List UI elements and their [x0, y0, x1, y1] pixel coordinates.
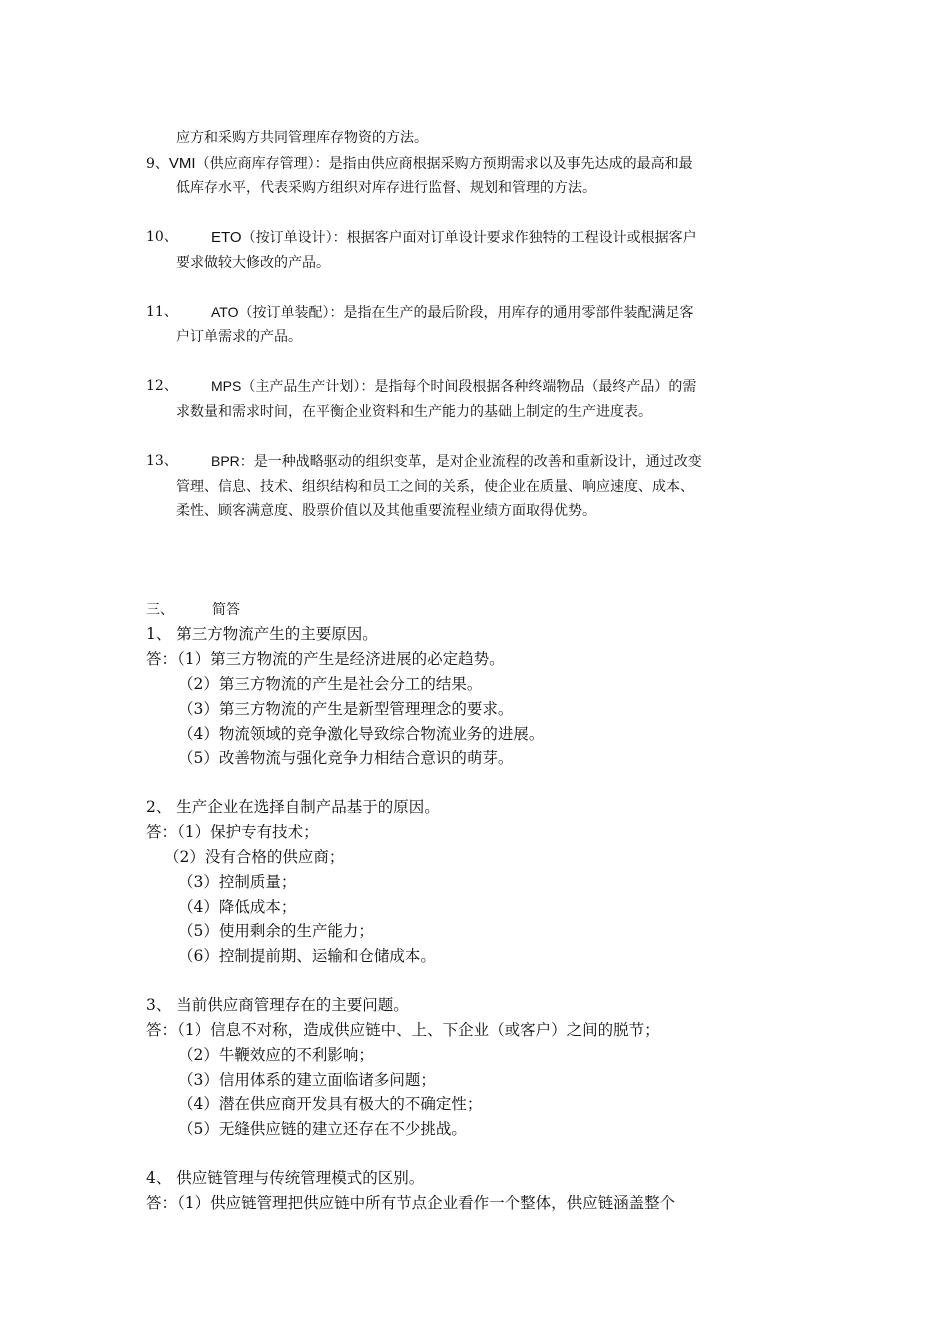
- question-2: 2、 生产企业在选择自制产品基于的原因。: [146, 798, 440, 816]
- term: VMI: [168, 155, 196, 172]
- section-number: 三、: [146, 602, 174, 618]
- definition-text: （按订单装配）：是指在生产的最后阶段，用库存的通用零部件装配满足客: [238, 305, 694, 321]
- answer-line: （5）改善物流与强化竞争力相结合意识的萌芽。: [178, 749, 514, 767]
- question-3: 3、 当前供应商管理存在的主要问题。: [146, 996, 409, 1014]
- question-1: 1、 第三方物流产生的主要原因。: [146, 625, 378, 643]
- answer-line: 答：（1）供应链管理把供应链中所有节点企业看作一个整体，供应链涵盖整个: [146, 1194, 676, 1212]
- answer-line: 答：（1）第三方物流的产生是经济进展的必定趋势。: [146, 650, 505, 668]
- item-number: 10、: [146, 229, 178, 245]
- answer-line: （3）第三方物流的产生是新型管理理念的要求。: [178, 700, 514, 718]
- definition-text-line: 低库存水平，代表采购方组织对库存进行监督、规划和管理的方法。: [176, 180, 596, 196]
- answer-line: （4）潜在供应商开发具有极大的不确定性；: [178, 1095, 483, 1113]
- answer-line: （5）使用剩余的生产能力；: [178, 922, 374, 940]
- definition-text: （主产品生产计划）：是指每个时间段根据各种终端物品（最终产品）的需: [241, 379, 697, 395]
- definition-text: （供应商库存管理）：是指由供应商根据采购方预期需求以及事先达成的最高和最: [195, 156, 693, 172]
- term: MPS: [211, 378, 242, 394]
- answer-line: （3）控制质量；: [178, 873, 297, 891]
- definition-item-ato: [211, 305, 694, 320]
- answer-line: （4）物流领域的竞争激化导致综合物流业务的进展。: [178, 725, 545, 743]
- definition-text-line: 要求做较大修改的产品。: [176, 255, 330, 271]
- item-number: 12、: [146, 378, 178, 394]
- answer-line: （3）信用体系的建立面临诸多问题；: [178, 1071, 436, 1089]
- answer-line: （2）第三方物流的产生是社会分工的结果。: [178, 675, 483, 693]
- answer-line: （2）牛鞭效应的不利影响；: [178, 1046, 374, 1064]
- question-4: 4、 供应链管理与传统管理模式的区别。: [146, 1169, 425, 1187]
- item-number: 9、: [146, 156, 169, 172]
- answer-line: （2）没有合格的供应商；: [164, 848, 345, 866]
- definition-item-vmi: [146, 156, 693, 171]
- definition-item-bpr: [211, 454, 702, 469]
- answer-line: （5）无缝供应链的建立还存在不少挑战。: [178, 1120, 467, 1138]
- definition-text-line: 管理、信息、技术、组织结构和员工之间的关系，使企业在质量、响应速度、成本、: [176, 479, 694, 495]
- definition-text: ：是一种战略驱动的组织变革，是对企业流程的改善和重新设计，通过改变: [239, 454, 702, 470]
- definition-item-mps: [211, 379, 696, 394]
- definition-text: （按订单设计）：根据客户面对订单设计要求作独特的工程设计或根据客户: [241, 230, 697, 246]
- definition-text-line: 柔性、顾客满意度、股票价值以及其他重要流程业绩方面取得优势。: [176, 503, 596, 519]
- term: ETO: [211, 229, 242, 246]
- section-title: 简答: [212, 602, 240, 618]
- definition-text-line: 户订单需求的产品。: [176, 329, 302, 345]
- definition-item-eto: [211, 230, 697, 245]
- answer-line: （4）降低成本；: [178, 898, 297, 916]
- answer-line: 答：（1）保护专有技术；: [146, 823, 319, 841]
- item-number: 13、: [146, 453, 178, 469]
- answer-line: （6）控制提前期、运输和仓储成本。: [178, 947, 436, 965]
- definition-continuation: 应方和采购方共同管理库存物资的方法。: [176, 130, 428, 146]
- item-number: 11、: [146, 304, 178, 320]
- answer-line: 答：（1）信息不对称，造成供应链中、上、下企业（或客户）之间的脱节；: [146, 1021, 660, 1039]
- definition-text-line: 求数量和需求时间，在平衡企业资料和生产能力的基础上制定的生产进度表。: [176, 404, 652, 420]
- term: BPR: [211, 453, 240, 469]
- term: ATO: [211, 304, 239, 320]
